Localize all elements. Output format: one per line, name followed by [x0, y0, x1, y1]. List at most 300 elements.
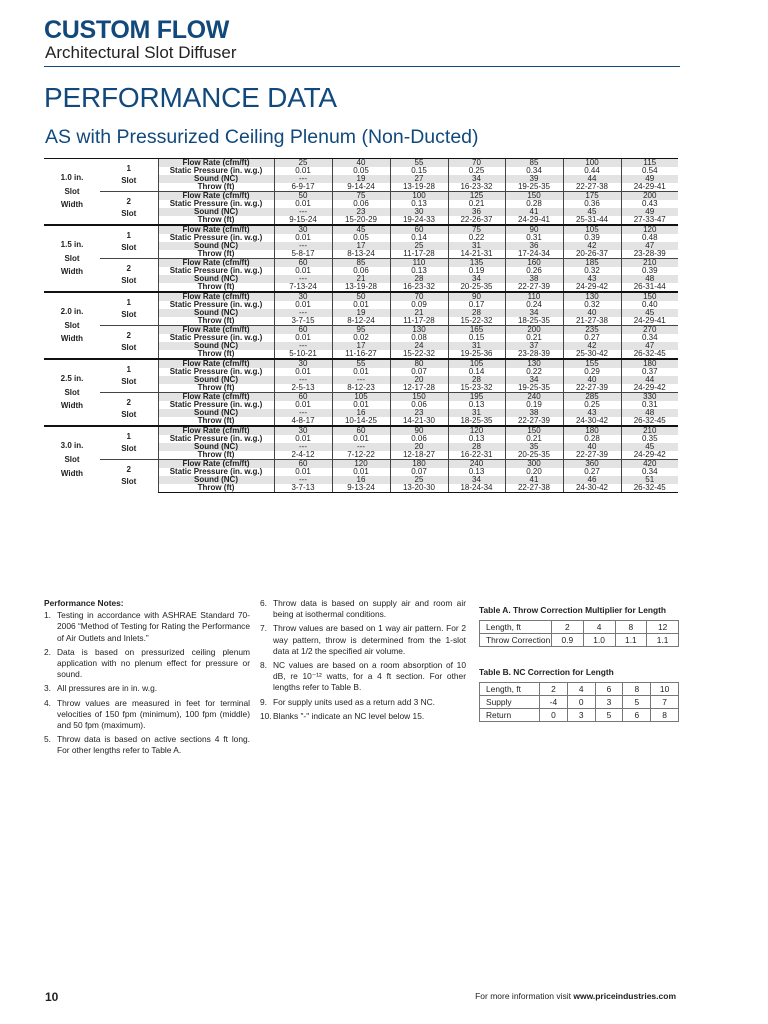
row-label: Static Pressure (in. w.g.) — [158, 401, 274, 409]
table-cell: 30 — [390, 208, 448, 216]
table-cell: 7-13-24 — [274, 283, 332, 292]
table-cell: 0.39 — [621, 267, 678, 275]
table-cell: 23-28-39 — [505, 350, 563, 359]
note-number: 8. — [260, 660, 267, 671]
slot-count-label — [100, 259, 158, 293]
slot-count-text: 2 — [126, 465, 131, 475]
slot-width-text: Slot — [64, 387, 80, 397]
table-cell: 0.14 — [390, 234, 448, 242]
table-cell: 0.22 — [448, 234, 505, 242]
row-label: Flow Rate (cfm/ft) — [158, 159, 274, 168]
table-cell: 0.27 — [563, 468, 621, 476]
table-cell: 180 — [563, 426, 621, 435]
table-cell: 16-23-32 — [390, 283, 448, 292]
table-cell: 40 — [563, 376, 621, 384]
table-cell: 11-17-28 — [390, 250, 448, 259]
row-label: Sound (NC) — [158, 376, 274, 384]
note-item — [260, 660, 466, 694]
table-cell: 45 — [332, 225, 390, 234]
table-cell: 95 — [332, 326, 390, 335]
slot-width-text: Width — [60, 200, 84, 210]
table-cell: 0.34 — [621, 468, 678, 476]
table-cell: 2-4-12 — [274, 451, 332, 460]
table-cell: 0.13 — [448, 401, 505, 409]
table-cell: 43 — [563, 409, 621, 417]
table-cell: 15-22-32 — [390, 350, 448, 359]
table-cell: 85 — [505, 159, 563, 168]
table-cell: 0.43 — [621, 200, 678, 208]
table-cell: 0.09 — [390, 301, 448, 309]
table-cell: 0.28 — [563, 435, 621, 443]
table-cell: 0.01 — [274, 334, 332, 342]
table-cell: 120 — [621, 225, 678, 234]
table-cell: 24-29-41 — [505, 216, 563, 225]
table-cell: 0.02 — [332, 334, 390, 342]
table-cell: 0.29 — [563, 368, 621, 376]
note-item — [44, 698, 250, 732]
table-cell: 20-25-35 — [448, 283, 505, 292]
table-cell: 22-27-39 — [505, 417, 563, 426]
table-cell: 0.54 — [621, 167, 678, 175]
table-cell: 60 — [332, 426, 390, 435]
table-cell: 1.1 — [647, 634, 679, 647]
note-text: Throw values are measured in feet for terminal velocities of 150 fpm (minimum), 100 fpm (middle) and 50 fpm (maximum). — [57, 697, 250, 731]
table-cell: 0.20 — [505, 468, 563, 476]
table-cell: 19-25-35 — [505, 183, 563, 192]
table-cell: 25-31-44 — [563, 216, 621, 225]
slot-count-text: 2 — [126, 398, 131, 407]
slot-count-text: Slot — [121, 310, 137, 319]
table-cell: 35 — [505, 443, 563, 451]
table-cell: 0.35 — [621, 435, 678, 443]
table-cell: 30 — [274, 359, 332, 368]
table-cell: --- — [274, 275, 332, 283]
table-cell: --- — [332, 376, 390, 384]
row-label: Sound (NC) — [158, 409, 274, 417]
table-cell: 0.32 — [563, 301, 621, 309]
note-text: Testing in accordance with ASHRAE Standard 70-2006 “Method of Testing for Rating the Performance of Air Outlets and Inlets.” — [57, 610, 250, 643]
table-cell: 18-25-35 — [505, 317, 563, 326]
table-cell: 1.1 — [615, 634, 647, 647]
table-cell: 150 — [390, 393, 448, 402]
row-header: Throw Correction — [480, 634, 552, 647]
table-cell: 42 — [563, 342, 621, 350]
table-cell: 0.34 — [505, 167, 563, 175]
table-cell: 28 — [448, 376, 505, 384]
table-cell: 2 — [540, 683, 568, 696]
table-cell: 195 — [448, 393, 505, 402]
table-cell: 4 — [583, 621, 615, 634]
table-cell: 26-32-45 — [621, 350, 678, 359]
row-label: Throw (ft) — [158, 350, 274, 359]
table-cell: 22-27-39 — [563, 451, 621, 460]
row-header: Return — [480, 709, 540, 722]
table-cell: 0.14 — [448, 368, 505, 376]
table-cell: 38 — [505, 275, 563, 283]
slot-width-text: Width — [60, 401, 84, 411]
table-cell: -4 — [540, 696, 568, 709]
table-cell: 4 — [567, 683, 595, 696]
table-row — [44, 426, 678, 435]
slot-count-text: 1 — [126, 298, 131, 307]
table-cell: 12-17-28 — [390, 384, 448, 393]
slot-width-text: Slot — [64, 186, 80, 196]
row-label: Flow Rate (cfm/ft) — [158, 426, 274, 435]
row-label: Flow Rate (cfm/ft) — [158, 359, 274, 368]
table-cell: 200 — [621, 192, 678, 201]
row-label: Sound (NC) — [158, 175, 274, 183]
row-label: Throw (ft) — [158, 283, 274, 292]
table-cell: 1.0 — [583, 634, 615, 647]
table-cell: 0.25 — [563, 401, 621, 409]
table-cell: 3 — [567, 709, 595, 722]
table-cell: 24-29-42 — [621, 451, 678, 460]
table-cell: 0.31 — [621, 401, 678, 409]
table-cell: 24-29-41 — [621, 183, 678, 192]
table-cell: --- — [274, 476, 332, 484]
table-cell: 6-9-17 — [274, 183, 332, 192]
table-cell: 0.21 — [505, 435, 563, 443]
note-item — [260, 598, 466, 620]
table-cell: 14-21-30 — [390, 417, 448, 426]
table-cell: 150 — [505, 426, 563, 435]
note-number: 2. — [44, 646, 51, 657]
table-cell: 28 — [390, 275, 448, 283]
table-cell: 0 — [567, 696, 595, 709]
table-cell: 44 — [563, 175, 621, 183]
table-cell: 0.21 — [505, 334, 563, 342]
table-cell: 0.13 — [390, 267, 448, 275]
table-cell: 17 — [332, 242, 390, 250]
table-cell: 0.01 — [332, 435, 390, 443]
table-cell: 240 — [448, 460, 505, 469]
slot-width-text: 2.5 in. — [60, 374, 84, 384]
table-cell: 0.21 — [448, 200, 505, 208]
note-number: 7. — [260, 623, 267, 634]
slot-count-text: Slot — [121, 209, 137, 218]
table-cell: 44 — [621, 376, 678, 384]
table-cell: 100 — [390, 192, 448, 201]
table-cell: 80 — [390, 359, 448, 368]
table-cell: 0.22 — [505, 368, 563, 376]
table-cell: 0.01 — [274, 200, 332, 208]
row-label: Sound (NC) — [158, 242, 274, 250]
table-cell: 110 — [390, 259, 448, 268]
table-cell: 47 — [621, 342, 678, 350]
table-cell: 0.26 — [505, 267, 563, 275]
table-cell: 0.05 — [332, 167, 390, 175]
table-cell: 55 — [390, 159, 448, 168]
note-number: 4. — [44, 697, 51, 708]
table-cell: 26-32-45 — [621, 484, 678, 493]
table-cell: 28 — [448, 309, 505, 317]
table-cell: 50 — [332, 292, 390, 301]
table-cell: 300 — [505, 460, 563, 469]
row-label: Static Pressure (in. w.g.) — [158, 234, 274, 242]
table-cell: 23 — [332, 208, 390, 216]
table-cell: 48 — [621, 409, 678, 417]
note-text: Throw data is based on active sections 4 ft long. For other lengths refer to Table A. — [57, 734, 250, 756]
note-number: 10. — [260, 710, 272, 721]
table-cell: 0.27 — [563, 334, 621, 342]
row-label: Throw (ft) — [158, 417, 274, 426]
table-cell: 40 — [332, 159, 390, 168]
table-cell: 210 — [621, 259, 678, 268]
table-row — [44, 225, 678, 234]
table-cell: 22-27-39 — [505, 283, 563, 292]
table-cell: 0.24 — [505, 301, 563, 309]
table-cell: 31 — [448, 242, 505, 250]
row-label: Sound (NC) — [158, 342, 274, 350]
table-cell: 3-7-13 — [274, 484, 332, 493]
slot-width-label — [44, 426, 100, 493]
table-cell: 7-12-22 — [332, 451, 390, 460]
row-label: Static Pressure (in. w.g.) — [158, 301, 274, 309]
table-cell: 27-33-47 — [621, 216, 678, 225]
table-row — [44, 326, 678, 335]
row-label: Static Pressure (in. w.g.) — [158, 200, 274, 208]
row-label: Flow Rate (cfm/ft) — [158, 259, 274, 268]
table-cell: 15-20-29 — [332, 216, 390, 225]
table-cell: 0.48 — [621, 234, 678, 242]
table-a-throw-correction — [479, 620, 679, 647]
table-cell: 175 — [563, 192, 621, 201]
table-cell: 0.01 — [274, 435, 332, 443]
table-cell: 0.08 — [390, 334, 448, 342]
page-title: PERFORMANCE DATA — [44, 82, 337, 113]
table-row — [480, 634, 679, 647]
table-cell: 16-22-31 — [448, 451, 505, 460]
table-cell: 25 — [390, 242, 448, 250]
slot-width-label — [44, 225, 100, 292]
table-row — [480, 696, 679, 709]
slot-count-text: Slot — [121, 176, 137, 185]
note-text: Blanks "-" indicate an NC level below 15. — [273, 710, 425, 721]
table-cell: 150 — [621, 292, 678, 301]
table-cell: 9-15-24 — [274, 216, 332, 225]
table-cell: 2 — [552, 621, 584, 634]
row-label: Static Pressure (in. w.g.) — [158, 435, 274, 443]
note-text: Data is based on pressurized ceiling plenum application with no plenum effect for pressure or sound. — [57, 646, 250, 680]
table-cell: 0.40 — [621, 301, 678, 309]
row-label: Throw (ft) — [158, 384, 274, 393]
table-cell: 0.36 — [563, 200, 621, 208]
table-cell: 0.06 — [390, 435, 448, 443]
slot-count-text: Slot — [121, 276, 137, 285]
note-item — [260, 711, 466, 722]
table-cell: 12 — [647, 621, 679, 634]
table-cell: 0.34 — [621, 334, 678, 342]
table-cell: 34 — [505, 376, 563, 384]
table-cell: 0.01 — [274, 301, 332, 309]
notes-list — [44, 610, 250, 756]
slot-count-text: 2 — [126, 197, 131, 206]
table-cell: 40 — [563, 443, 621, 451]
table-cell: 18-25-35 — [448, 417, 505, 426]
table-cell: 47 — [621, 242, 678, 250]
table-cell: 75 — [448, 225, 505, 234]
table-a-title: Table A. Throw Correction Multiplier for Length — [479, 605, 667, 615]
slot-count-label — [100, 225, 158, 259]
table-cell: 37 — [505, 342, 563, 350]
table-row — [44, 460, 678, 469]
row-label: Flow Rate (cfm/ft) — [158, 225, 274, 234]
table-cell: 41 — [505, 476, 563, 484]
table-cell: 15-22-32 — [448, 317, 505, 326]
slot-count-label — [100, 292, 158, 326]
table-cell: 21-27-38 — [563, 317, 621, 326]
table-cell: 0.17 — [448, 301, 505, 309]
table-cell: 0.15 — [390, 167, 448, 175]
table-cell: --- — [274, 242, 332, 250]
table-cell: 36 — [448, 208, 505, 216]
table-cell: 25 — [274, 159, 332, 168]
table-cell: 0.06 — [390, 401, 448, 409]
table-cell: 105 — [448, 359, 505, 368]
table-cell: 75 — [332, 192, 390, 201]
row-header: Length, ft — [480, 621, 552, 634]
table-cell: 45 — [621, 309, 678, 317]
brand-title: CUSTOM FLOW — [44, 16, 230, 44]
slot-count-label — [100, 326, 158, 360]
table-cell: 24-30-42 — [563, 417, 621, 426]
table-cell: 120 — [448, 426, 505, 435]
table-cell: --- — [274, 175, 332, 183]
table-cell: 5 — [595, 709, 623, 722]
table-cell: 21 — [332, 275, 390, 283]
row-label: Flow Rate (cfm/ft) — [158, 326, 274, 335]
table-cell: --- — [274, 409, 332, 417]
table-cell: 160 — [505, 259, 563, 268]
note-number: 6. — [260, 598, 267, 608]
slot-width-text: 3.0 in. — [60, 441, 84, 451]
table-cell: 11-16-27 — [332, 350, 390, 359]
note-item — [44, 647, 250, 681]
table-row — [44, 393, 678, 402]
row-label: Static Pressure (in. w.g.) — [158, 167, 274, 175]
table-cell: 90 — [505, 225, 563, 234]
footer-text — [475, 992, 676, 1001]
slot-count-label — [100, 426, 158, 460]
table-cell: 8 — [623, 683, 651, 696]
table-cell: 30 — [274, 292, 332, 301]
row-label: Sound (NC) — [158, 275, 274, 283]
row-header: Length, ft — [480, 683, 540, 696]
row-label: Throw (ft) — [158, 250, 274, 259]
table-cell: 0.37 — [621, 368, 678, 376]
slot-width-text: 1.0 in. — [60, 173, 84, 183]
notes-list — [260, 598, 466, 722]
page-number: 10 — [45, 990, 59, 1004]
table-cell: 0.01 — [332, 301, 390, 309]
table-cell: 20 — [390, 443, 448, 451]
row-label: Sound (NC) — [158, 476, 274, 484]
note-item — [260, 623, 466, 657]
table-cell: 0.05 — [332, 234, 390, 242]
table-cell: 4-8-17 — [274, 417, 332, 426]
table-cell: 115 — [621, 159, 678, 168]
table-cell: 60 — [274, 460, 332, 469]
slot-width-text: Width — [60, 334, 84, 344]
note-item — [44, 734, 250, 756]
table-cell: 24-29-41 — [621, 317, 678, 326]
table-row — [480, 709, 679, 722]
table-cell: 0.01 — [274, 167, 332, 175]
note-item — [260, 697, 466, 708]
table-cell: 40 — [563, 309, 621, 317]
table-cell: 0.31 — [505, 234, 563, 242]
slot-count-text: Slot — [121, 243, 137, 252]
table-cell: 8 — [615, 621, 647, 634]
table-cell: 10 — [651, 683, 679, 696]
slot-count-text: 1 — [126, 365, 131, 374]
table-cell: 165 — [448, 326, 505, 335]
table-cell: 210 — [621, 426, 678, 435]
table-cell: 0.06 — [332, 267, 390, 275]
table-cell: 0.01 — [332, 368, 390, 376]
slot-count-label — [100, 159, 158, 192]
table-cell: 30 — [274, 426, 332, 435]
table-cell: 0.19 — [448, 267, 505, 275]
table-cell: 12-18-27 — [390, 451, 448, 460]
table-cell: 100 — [563, 159, 621, 168]
table-cell: 19-24-33 — [390, 216, 448, 225]
row-header: Supply — [480, 696, 540, 709]
note-item — [44, 610, 250, 644]
slot-count-label — [100, 359, 158, 393]
table-cell: 8-12-24 — [332, 317, 390, 326]
table-cell: 0.13 — [448, 435, 505, 443]
table-cell: 130 — [390, 326, 448, 335]
table-cell: 90 — [390, 426, 448, 435]
table-cell: 0.13 — [390, 200, 448, 208]
table-cell: 8-12-23 — [332, 384, 390, 393]
note-text: All pressures are in in. w.g. — [57, 683, 158, 694]
table-cell: 330 — [621, 393, 678, 402]
row-label: Flow Rate (cfm/ft) — [158, 460, 274, 469]
table-cell: 0.39 — [563, 234, 621, 242]
table-cell: 90 — [448, 292, 505, 301]
slot-count-label — [100, 192, 158, 226]
table-cell: 34 — [505, 309, 563, 317]
table-cell: 8 — [651, 709, 679, 722]
table-cell: 22-26-37 — [448, 216, 505, 225]
table-cell: --- — [274, 443, 332, 451]
table-cell: 180 — [390, 460, 448, 469]
slot-width-text: Width — [60, 468, 84, 478]
performance-notes-column-1 — [44, 598, 250, 760]
table-cell: 0.32 — [563, 267, 621, 275]
slot-count-text: 2 — [126, 264, 131, 273]
slot-count-text: 1 — [126, 231, 131, 240]
slot-count-text: 1 — [126, 432, 131, 441]
table-row — [44, 259, 678, 268]
table-cell: 110 — [505, 292, 563, 301]
section-title: AS with Pressurized Ceiling Plenum (Non-Ducted) — [45, 126, 479, 148]
slot-count-text: Slot — [121, 343, 137, 352]
table-cell: 24 — [390, 342, 448, 350]
slot-count-text: Slot — [121, 410, 137, 419]
row-label: Throw (ft) — [158, 484, 274, 493]
table-cell: 0.13 — [448, 468, 505, 476]
slot-width-label — [44, 292, 100, 359]
footer-label: For more information visit — [475, 991, 574, 1001]
note-number: 5. — [44, 734, 51, 745]
table-cell: 0 — [540, 709, 568, 722]
table-cell: 42 — [563, 242, 621, 250]
table-cell: 150 — [505, 192, 563, 201]
slot-count-label — [100, 393, 158, 427]
